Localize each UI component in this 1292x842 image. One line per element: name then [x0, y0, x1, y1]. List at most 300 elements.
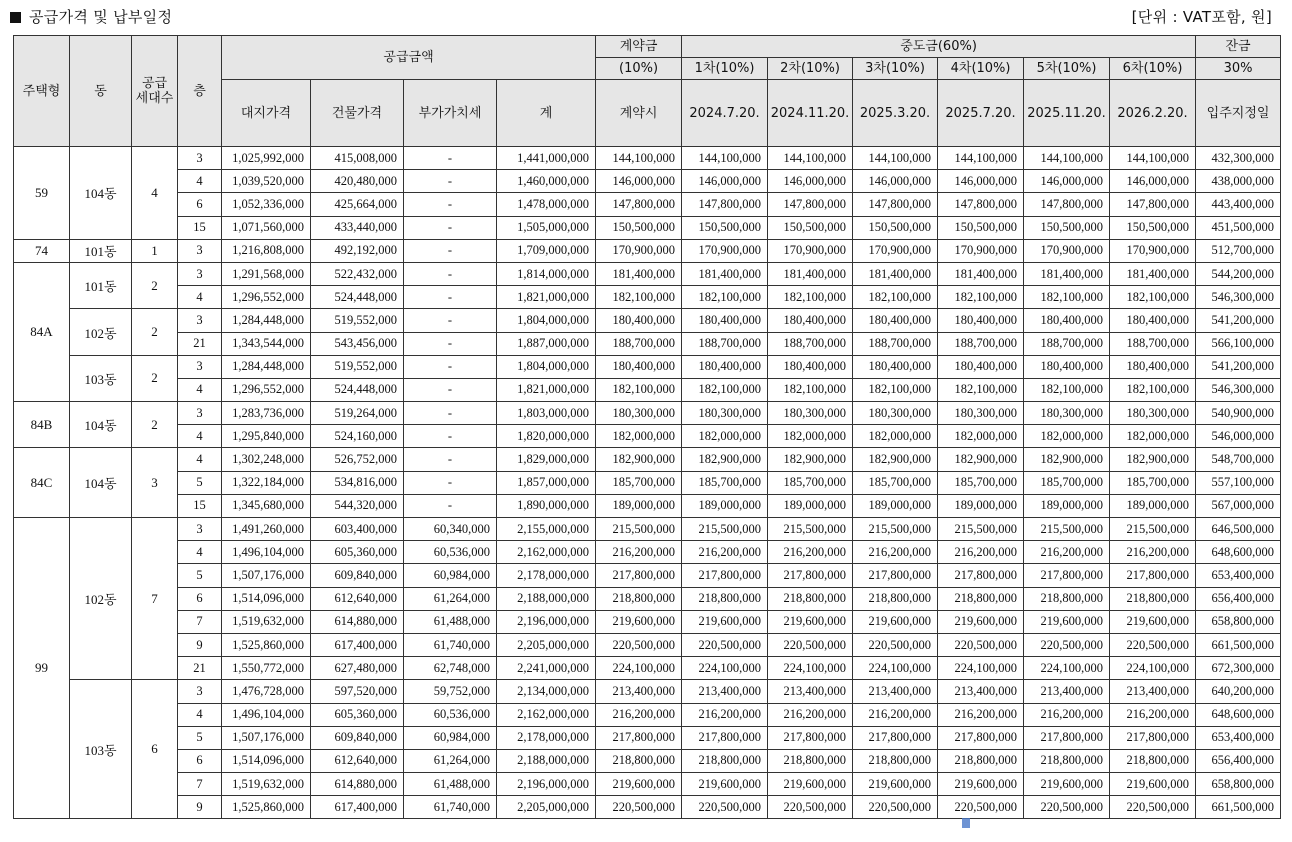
cell-balance: 546,300,000 — [1196, 378, 1281, 401]
cell-floor: 3 — [178, 518, 222, 541]
cell-middle-5: 181,400,000 — [1024, 262, 1110, 285]
table-row — [14, 703, 1281, 726]
cell-middle-4: 180,400,000 — [938, 309, 1024, 332]
cell-building: 415,008,000 — [311, 147, 404, 170]
cell-middle-1: 216,200,000 — [682, 703, 768, 726]
cell-middle-1: 219,600,000 — [682, 610, 768, 633]
cell-balance: 451,500,000 — [1196, 216, 1281, 239]
cell-middle-4: 219,600,000 — [938, 610, 1024, 633]
cell-middle-1: 219,600,000 — [682, 773, 768, 796]
cell-middle-4: 220,500,000 — [938, 633, 1024, 656]
cell-land: 1,519,632,000 — [222, 610, 311, 633]
header-mid-2: 2차(10%) — [768, 58, 853, 80]
cell-floor: 3 — [178, 147, 222, 170]
cell-total: 2,155,000,000 — [497, 518, 596, 541]
header-units: 공급 세대수 — [132, 36, 178, 147]
cell-total: 1,460,000,000 — [497, 170, 596, 193]
header-land: 대지가격 — [222, 80, 311, 147]
cell-floor: 6 — [178, 749, 222, 772]
cell-floor: 4 — [178, 286, 222, 309]
cell-floor: 9 — [178, 796, 222, 819]
cell-vat: 59,752,000 — [404, 680, 497, 703]
cell-deposit: 218,800,000 — [596, 587, 682, 610]
cell-balance: 512,700,000 — [1196, 239, 1281, 262]
cell-dong: 103동 — [70, 680, 132, 819]
cell-units: 2 — [132, 355, 178, 401]
cell-vat: - — [404, 262, 497, 285]
cell-land: 1,525,860,000 — [222, 796, 311, 819]
cell-units: 2 — [132, 262, 178, 308]
header-date-2: 2024.11.20. — [768, 80, 853, 147]
cell-total: 1,820,000,000 — [497, 425, 596, 448]
table-row — [14, 262, 1281, 285]
cell-land: 1,284,448,000 — [222, 355, 311, 378]
cell-balance: 646,500,000 — [1196, 518, 1281, 541]
cell-middle-3: 218,800,000 — [853, 749, 938, 772]
cell-middle-2: 216,200,000 — [768, 541, 853, 564]
cell-balance: 672,300,000 — [1196, 657, 1281, 680]
cell-middle-1: 147,800,000 — [682, 193, 768, 216]
cell-middle-4: 224,100,000 — [938, 657, 1024, 680]
cell-vat: - — [404, 193, 497, 216]
cell-floor: 15 — [178, 216, 222, 239]
cell-middle-3: 213,400,000 — [853, 680, 938, 703]
header-balance-when: 입주지정일 — [1196, 80, 1281, 147]
cell-middle-3: 224,100,000 — [853, 657, 938, 680]
cell-floor: 4 — [178, 448, 222, 471]
cell-middle-6: 219,600,000 — [1110, 610, 1196, 633]
cell-middle-5: 170,900,000 — [1024, 239, 1110, 262]
cell-total: 1,803,000,000 — [497, 402, 596, 425]
header-middle: 중도금(60%) — [682, 36, 1196, 58]
table-row — [14, 193, 1281, 216]
cell-middle-6: 147,800,000 — [1110, 193, 1196, 216]
cell-floor: 3 — [178, 262, 222, 285]
cell-vat: - — [404, 216, 497, 239]
cell-vat: - — [404, 448, 497, 471]
cell-middle-2: 219,600,000 — [768, 610, 853, 633]
cell-total: 1,857,000,000 — [497, 471, 596, 494]
cell-middle-3: 180,400,000 — [853, 355, 938, 378]
cell-land: 1,284,448,000 — [222, 309, 311, 332]
cell-middle-6: 150,500,000 — [1110, 216, 1196, 239]
cell-vat: 61,264,000 — [404, 749, 497, 772]
cell-building: 524,448,000 — [311, 378, 404, 401]
cell-middle-6: 216,200,000 — [1110, 703, 1196, 726]
cell-middle-5: 217,800,000 — [1024, 564, 1110, 587]
cell-middle-5: 217,800,000 — [1024, 726, 1110, 749]
cell-floor: 15 — [178, 494, 222, 517]
cell-deposit: 220,500,000 — [596, 796, 682, 819]
cell-total: 1,890,000,000 — [497, 494, 596, 517]
header-date-1: 2024.7.20. — [682, 80, 768, 147]
cell-type: 74 — [14, 239, 70, 262]
table-body — [14, 147, 1281, 819]
cell-total: 1,821,000,000 — [497, 378, 596, 401]
header-building: 건물가격 — [311, 80, 404, 147]
cell-dong: 104동 — [70, 402, 132, 448]
cell-building: 597,520,000 — [311, 680, 404, 703]
cell-middle-5: 188,700,000 — [1024, 332, 1110, 355]
cell-vat: - — [404, 332, 497, 355]
cell-middle-6: 217,800,000 — [1110, 726, 1196, 749]
cell-middle-1: 215,500,000 — [682, 518, 768, 541]
cell-middle-1: 144,100,000 — [682, 147, 768, 170]
cell-middle-3: 189,000,000 — [853, 494, 938, 517]
cell-floor: 5 — [178, 471, 222, 494]
cell-deposit: 216,200,000 — [596, 703, 682, 726]
cell-building: 614,880,000 — [311, 773, 404, 796]
cell-land: 1,496,104,000 — [222, 541, 311, 564]
cell-land: 1,343,544,000 — [222, 332, 311, 355]
cell-balance: 541,200,000 — [1196, 309, 1281, 332]
table-row — [14, 773, 1281, 796]
cell-middle-1: 224,100,000 — [682, 657, 768, 680]
cell-middle-5: 220,500,000 — [1024, 796, 1110, 819]
header-supply-amount: 공급금액 — [222, 36, 596, 80]
cell-middle-6: 181,400,000 — [1110, 262, 1196, 285]
cell-vat: 61,488,000 — [404, 773, 497, 796]
cell-deposit: 185,700,000 — [596, 471, 682, 494]
cell-deposit: 224,100,000 — [596, 657, 682, 680]
cell-floor: 21 — [178, 657, 222, 680]
cell-middle-2: 220,500,000 — [768, 796, 853, 819]
cell-middle-6: 224,100,000 — [1110, 657, 1196, 680]
cell-middle-1: 146,000,000 — [682, 170, 768, 193]
cell-land: 1,295,840,000 — [222, 425, 311, 448]
cell-middle-1: 185,700,000 — [682, 471, 768, 494]
cell-floor: 4 — [178, 703, 222, 726]
cell-building: 614,880,000 — [311, 610, 404, 633]
cell-balance: 557,100,000 — [1196, 471, 1281, 494]
unit-note: [단위 : VAT포함, 원] — [1131, 8, 1272, 26]
header-mid-4: 4차(10%) — [938, 58, 1024, 80]
cell-floor: 5 — [178, 726, 222, 749]
cell-middle-5: 180,400,000 — [1024, 355, 1110, 378]
cell-middle-6: 170,900,000 — [1110, 239, 1196, 262]
cell-middle-3: 182,100,000 — [853, 286, 938, 309]
cell-building: 519,264,000 — [311, 402, 404, 425]
cell-middle-2: 224,100,000 — [768, 657, 853, 680]
cell-middle-3: 219,600,000 — [853, 610, 938, 633]
cell-total: 2,188,000,000 — [497, 587, 596, 610]
cell-building: 433,440,000 — [311, 216, 404, 239]
cell-dong: 104동 — [70, 448, 132, 518]
cell-middle-4: 219,600,000 — [938, 773, 1024, 796]
cell-units: 2 — [132, 402, 178, 448]
cell-deposit: 180,400,000 — [596, 309, 682, 332]
cell-building: 612,640,000 — [311, 587, 404, 610]
cell-building: 617,400,000 — [311, 633, 404, 656]
cell-balance: 658,800,000 — [1196, 773, 1281, 796]
cell-land: 1,302,248,000 — [222, 448, 311, 471]
cell-vat: 61,488,000 — [404, 610, 497, 633]
cell-middle-3: 170,900,000 — [853, 239, 938, 262]
cell-middle-3: 150,500,000 — [853, 216, 938, 239]
cell-dong: 102동 — [70, 309, 132, 355]
table-row — [14, 239, 1281, 262]
cell-middle-4: 146,000,000 — [938, 170, 1024, 193]
cell-balance: 648,600,000 — [1196, 541, 1281, 564]
cell-middle-2: 181,400,000 — [768, 262, 853, 285]
cell-vat: - — [404, 147, 497, 170]
cell-middle-1: 189,000,000 — [682, 494, 768, 517]
cell-dong: 101동 — [70, 239, 132, 262]
cell-middle-6: 217,800,000 — [1110, 564, 1196, 587]
cell-land: 1,525,860,000 — [222, 633, 311, 656]
cell-middle-1: 180,300,000 — [682, 402, 768, 425]
cell-vat: 61,740,000 — [404, 796, 497, 819]
cell-total: 1,804,000,000 — [497, 309, 596, 332]
cell-middle-6: 218,800,000 — [1110, 587, 1196, 610]
cell-total: 1,709,000,000 — [497, 239, 596, 262]
cell-total: 2,188,000,000 — [497, 749, 596, 772]
cell-building: 609,840,000 — [311, 564, 404, 587]
cell-middle-3: 220,500,000 — [853, 633, 938, 656]
cell-land: 1,039,520,000 — [222, 170, 311, 193]
cell-middle-3: 217,800,000 — [853, 726, 938, 749]
cell-vat: 60,984,000 — [404, 564, 497, 587]
header-vat: 부가가치세 — [404, 80, 497, 147]
cell-middle-5: 189,000,000 — [1024, 494, 1110, 517]
square-bullet-icon — [10, 12, 21, 23]
cell-middle-6: 213,400,000 — [1110, 680, 1196, 703]
table-row — [14, 494, 1281, 517]
cell-type: 84C — [14, 448, 70, 518]
cell-middle-3: 181,400,000 — [853, 262, 938, 285]
cell-middle-2: 182,100,000 — [768, 378, 853, 401]
table-row — [14, 587, 1281, 610]
page-title-text: 공급가격 및 납부일정 — [29, 8, 173, 26]
cell-middle-2: 216,200,000 — [768, 703, 853, 726]
cell-vat: 61,740,000 — [404, 633, 497, 656]
cell-middle-1: 216,200,000 — [682, 541, 768, 564]
cell-middle-6: 144,100,000 — [1110, 147, 1196, 170]
cell-middle-4: 189,000,000 — [938, 494, 1024, 517]
cell-floor: 4 — [178, 378, 222, 401]
cell-middle-4: 170,900,000 — [938, 239, 1024, 262]
header-date-3: 2025.3.20. — [853, 80, 938, 147]
cell-middle-3: 180,400,000 — [853, 309, 938, 332]
cell-middle-2: 220,500,000 — [768, 633, 853, 656]
cell-middle-6: 185,700,000 — [1110, 471, 1196, 494]
cell-units: 7 — [132, 518, 178, 680]
cell-middle-4: 213,400,000 — [938, 680, 1024, 703]
cell-middle-1: 213,400,000 — [682, 680, 768, 703]
cell-building: 544,320,000 — [311, 494, 404, 517]
cell-balance: 548,700,000 — [1196, 448, 1281, 471]
cell-building: 543,456,000 — [311, 332, 404, 355]
cell-units: 2 — [132, 309, 178, 355]
cell-middle-1: 182,900,000 — [682, 448, 768, 471]
table-row — [14, 309, 1281, 332]
table-row — [14, 216, 1281, 239]
cell-middle-3: 216,200,000 — [853, 541, 938, 564]
cell-middle-6: 188,700,000 — [1110, 332, 1196, 355]
cell-middle-3: 180,300,000 — [853, 402, 938, 425]
cell-middle-1: 182,100,000 — [682, 286, 768, 309]
cell-deposit: 144,100,000 — [596, 147, 682, 170]
cell-middle-2: 213,400,000 — [768, 680, 853, 703]
cell-balance: 640,200,000 — [1196, 680, 1281, 703]
cell-middle-3: 217,800,000 — [853, 564, 938, 587]
cell-balance: 438,000,000 — [1196, 170, 1281, 193]
cell-floor: 21 — [178, 332, 222, 355]
table-row — [14, 564, 1281, 587]
cell-middle-1: 170,900,000 — [682, 239, 768, 262]
cell-deposit: 182,100,000 — [596, 378, 682, 401]
cell-deposit: 182,000,000 — [596, 425, 682, 448]
header-date-5: 2025.11.20. — [1024, 80, 1110, 147]
cell-balance: 540,900,000 — [1196, 402, 1281, 425]
cell-type: 99 — [14, 518, 70, 819]
cell-middle-6: 220,500,000 — [1110, 796, 1196, 819]
cell-middle-5: 216,200,000 — [1024, 703, 1110, 726]
cell-middle-3: 182,100,000 — [853, 378, 938, 401]
cell-middle-4: 217,800,000 — [938, 726, 1024, 749]
cell-floor: 6 — [178, 193, 222, 216]
cell-middle-1: 182,100,000 — [682, 378, 768, 401]
cell-land: 1,491,260,000 — [222, 518, 311, 541]
cell-building: 603,400,000 — [311, 518, 404, 541]
cell-middle-6: 180,300,000 — [1110, 402, 1196, 425]
cell-balance: 648,600,000 — [1196, 703, 1281, 726]
header-balance: 잔금 — [1196, 36, 1281, 58]
cell-middle-2: 188,700,000 — [768, 332, 853, 355]
cell-middle-6: 180,400,000 — [1110, 309, 1196, 332]
table-row — [14, 633, 1281, 656]
cell-total: 1,821,000,000 — [497, 286, 596, 309]
cell-middle-6: 220,500,000 — [1110, 633, 1196, 656]
cell-middle-3: 218,800,000 — [853, 587, 938, 610]
cell-deposit: 188,700,000 — [596, 332, 682, 355]
cell-middle-6: 218,800,000 — [1110, 749, 1196, 772]
cell-middle-4: 218,800,000 — [938, 587, 1024, 610]
cell-deposit: 147,800,000 — [596, 193, 682, 216]
cell-middle-5: 146,000,000 — [1024, 170, 1110, 193]
table-row — [14, 355, 1281, 378]
cell-middle-1: 182,000,000 — [682, 425, 768, 448]
cell-balance: 432,300,000 — [1196, 147, 1281, 170]
cell-middle-1: 218,800,000 — [682, 749, 768, 772]
cell-total: 1,505,000,000 — [497, 216, 596, 239]
cell-middle-5: 144,100,000 — [1024, 147, 1110, 170]
cell-middle-1: 180,400,000 — [682, 309, 768, 332]
cell-units: 1 — [132, 239, 178, 262]
cell-middle-3: 147,800,000 — [853, 193, 938, 216]
cell-total: 1,829,000,000 — [497, 448, 596, 471]
cell-middle-4: 150,500,000 — [938, 216, 1024, 239]
cell-balance: 546,000,000 — [1196, 425, 1281, 448]
cell-balance: 541,200,000 — [1196, 355, 1281, 378]
cell-middle-6: 180,400,000 — [1110, 355, 1196, 378]
header-total: 계 — [497, 80, 596, 147]
cell-middle-6: 189,000,000 — [1110, 494, 1196, 517]
cell-floor: 9 — [178, 633, 222, 656]
cell-middle-1: 217,800,000 — [682, 564, 768, 587]
cell-middle-6: 182,100,000 — [1110, 286, 1196, 309]
cell-balance: 653,400,000 — [1196, 726, 1281, 749]
cell-middle-2: 215,500,000 — [768, 518, 853, 541]
cell-land: 1,283,736,000 — [222, 402, 311, 425]
cell-units: 6 — [132, 680, 178, 819]
cell-building: 617,400,000 — [311, 796, 404, 819]
cell-middle-5: 220,500,000 — [1024, 633, 1110, 656]
cell-building: 605,360,000 — [311, 541, 404, 564]
cell-deposit: 189,000,000 — [596, 494, 682, 517]
cell-building: 627,480,000 — [311, 657, 404, 680]
cell-middle-3: 188,700,000 — [853, 332, 938, 355]
cell-floor: 4 — [178, 425, 222, 448]
cell-middle-4: 218,800,000 — [938, 749, 1024, 772]
cell-building: 612,640,000 — [311, 749, 404, 772]
cell-balance: 656,400,000 — [1196, 749, 1281, 772]
cell-middle-2: 147,800,000 — [768, 193, 853, 216]
cell-land: 1,216,808,000 — [222, 239, 311, 262]
cell-vat: 60,340,000 — [404, 518, 497, 541]
cell-vat: 62,748,000 — [404, 657, 497, 680]
cell-deposit: 216,200,000 — [596, 541, 682, 564]
cell-floor: 4 — [178, 170, 222, 193]
cell-middle-2: 218,800,000 — [768, 587, 853, 610]
cell-floor: 7 — [178, 773, 222, 796]
cell-land: 1,296,552,000 — [222, 378, 311, 401]
cell-middle-5: 182,100,000 — [1024, 286, 1110, 309]
cell-total: 2,241,000,000 — [497, 657, 596, 680]
page-title — [10, 6, 172, 27]
cell-middle-2: 182,100,000 — [768, 286, 853, 309]
cell-deposit: 180,300,000 — [596, 402, 682, 425]
cell-total: 2,162,000,000 — [497, 703, 596, 726]
cell-land: 1,476,728,000 — [222, 680, 311, 703]
cell-middle-2: 189,000,000 — [768, 494, 853, 517]
cell-land: 1,345,680,000 — [222, 494, 311, 517]
header-mid-6: 6차(10%) — [1110, 58, 1196, 80]
cell-dong: 103동 — [70, 355, 132, 401]
cell-middle-5: 182,100,000 — [1024, 378, 1110, 401]
cell-vat: 60,536,000 — [404, 703, 497, 726]
cell-vat: - — [404, 425, 497, 448]
cell-land: 1,071,560,000 — [222, 216, 311, 239]
cell-floor: 3 — [178, 355, 222, 378]
cell-vat: - — [404, 494, 497, 517]
cell-dong: 102동 — [70, 518, 132, 680]
cell-balance: 566,100,000 — [1196, 332, 1281, 355]
cell-land: 1,296,552,000 — [222, 286, 311, 309]
cell-middle-4: 185,700,000 — [938, 471, 1024, 494]
cell-middle-6: 219,600,000 — [1110, 773, 1196, 796]
cell-middle-1: 180,400,000 — [682, 355, 768, 378]
cell-middle-5: 218,800,000 — [1024, 587, 1110, 610]
cell-middle-1: 220,500,000 — [682, 633, 768, 656]
table-row — [14, 425, 1281, 448]
cell-middle-6: 182,100,000 — [1110, 378, 1196, 401]
cell-middle-3: 144,100,000 — [853, 147, 938, 170]
cell-building: 526,752,000 — [311, 448, 404, 471]
cell-middle-3: 219,600,000 — [853, 773, 938, 796]
cell-land: 1,514,096,000 — [222, 587, 311, 610]
cell-middle-6: 182,900,000 — [1110, 448, 1196, 471]
cell-middle-2: 146,000,000 — [768, 170, 853, 193]
cell-middle-3: 220,500,000 — [853, 796, 938, 819]
cell-deposit: 150,500,000 — [596, 216, 682, 239]
cell-total: 2,178,000,000 — [497, 564, 596, 587]
cell-floor: 7 — [178, 610, 222, 633]
cell-floor: 3 — [178, 402, 222, 425]
cell-building: 522,432,000 — [311, 262, 404, 285]
header-deposit-when: 계약시 — [596, 80, 682, 147]
cell-building: 524,160,000 — [311, 425, 404, 448]
